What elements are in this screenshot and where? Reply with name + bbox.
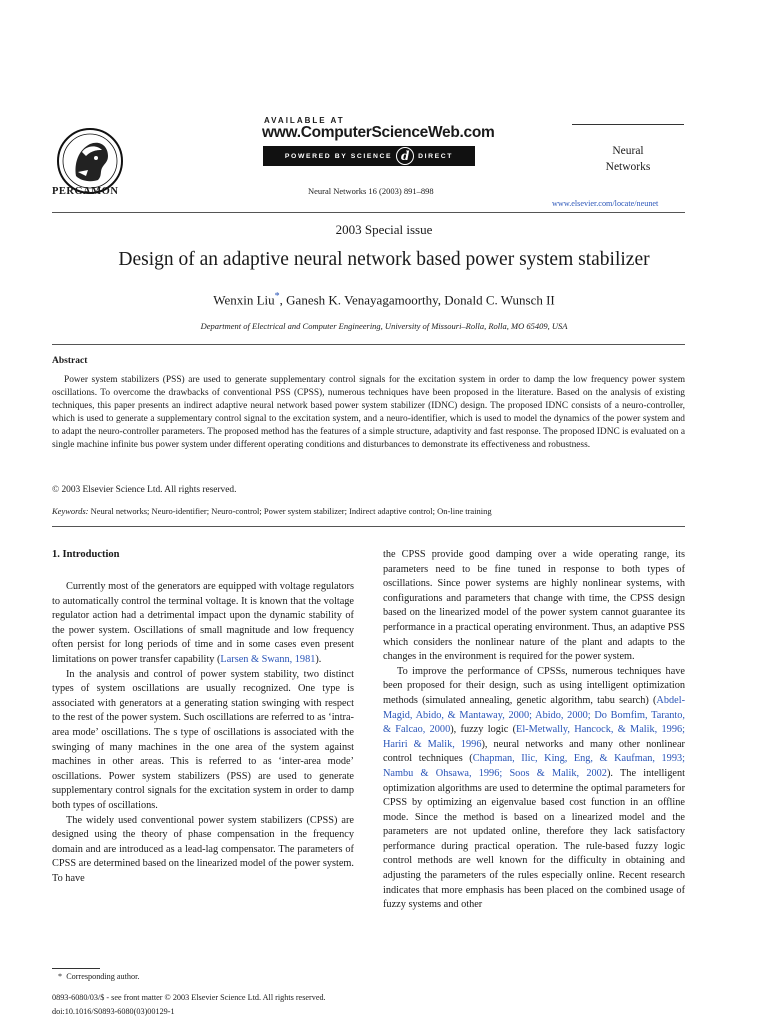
paragraph: The widely used conventional power system stabilizers (CPSS) are designed using the theory of phase compensation in the frequency domain and are introduced as a lead-lag compensator. The parameters of CPSS are determined based on the linearized model of the power system. To have (52, 814, 354, 884)
paragraph-text: ), neural networks and many other nonlinear control techniques ( (383, 738, 685, 765)
citation-link[interactable]: Chapman, Ilic, King, Eng, & Kaufman, 1993; Nambu & Ohsawa, 1996; Soos & Malik, 2002 (383, 753, 685, 779)
paragraph-text: ), fuzzy logic ( (450, 724, 517, 736)
sciencedirect-logo-icon: d (396, 147, 414, 165)
journal-url-link[interactable]: www.elsevier.com/locate/neunet (552, 199, 659, 208)
left-column (52, 580, 354, 886)
footnote-mark: * (58, 972, 63, 981)
author-rest: , Ganesh K. Venayagamoorthy, Donald C. Wunsch II (279, 292, 555, 308)
paragraph-text: To improve the performance of CPSSs, numerous techniques have been proposed for their design, such as using intelligent optimization methods (simulated annealing, genetic algorithm, tabu search) ( (383, 665, 685, 706)
available-at-label: AVAILABLE AT (264, 116, 345, 125)
article-title: Design of an adaptive neural network based power system stabilizer (118, 249, 650, 270)
keywords (52, 506, 685, 516)
abstract-text: Power system stabilizers (PSS) are used to generate supplementary control signals for the excitation system in order to damp the low frequency power system oscillations. To overcome the drawbacks of conventional PSS (CPSS), numerous techniques have been proposed in the literature. Based on the analysis of existing techniques, this paper presents an indirect adaptive neural network based power system stabilizer (IDNC) design. The proposed IDNC consists of a neuro-controller, which is used to generate a supplementary control signal to the excitation system, and a neuro-identifier, which is used to model the dynamics of the power system and to adapt the neuro-controller parameters. The proposed method has the features of a simple structure, adaptivity and fast response. The proposed IDNC is evaluated on a single machine infinite bus power system under different operating conditions and disturbances to demonstrate its effectiveness and robustness. (52, 375, 685, 451)
abstract-heading: Abstract (52, 356, 88, 366)
section-heading-introduction: 1. Introduction (52, 549, 120, 560)
paragraph (52, 580, 354, 668)
keywords-label: Keywords: (52, 506, 89, 516)
abstract-copyright: © 2003 Elsevier Science Ltd. All rights reserved. (52, 485, 237, 495)
paragraph-text: ). (315, 653, 322, 665)
paragraph-text: ). The intelligent optimization algorithms are used to determine the optimal parameters for CPSS by optimizing an eigenvalue based cost function in an offline mode. Since the method is based on a linearized model and the parameters are not updated online, therefore they lack satisfactory performance during practical operation. The rule-based fuzzy logic control methods are well known for the difficulty in obtaining and adjusting the parameters of the rules especially online. Recent research indicates that more emphasis has been placed on the combined usage of fuzzy systems and other (383, 767, 685, 911)
section-type: 2003 Special issue (335, 222, 433, 237)
abstract-top-divider (52, 344, 685, 345)
sciencedirect-banner[interactable] (263, 146, 475, 166)
citation-link[interactable]: Larsen & Swann, 1981 (220, 653, 316, 665)
publisher-name: PERGAMON (52, 186, 119, 197)
citation-link[interactable]: El-Metwally, Hancock, & Malik, 1996; Hariri & Malik, 1996 (383, 724, 685, 750)
footnote-rule (52, 968, 100, 969)
direct-label: DIRECT (418, 152, 454, 160)
paragraph-text: Currently most of the generators are equipped with voltage regulators to automatically control the terminal voltage. It is known that the voltage regulator action had a detrimental impact upon the dynamic stability of the power system. Oscillations of small magnitude and low frequency often persist for long periods of time and in some cases even present limitations on power transfer capability ( (52, 581, 354, 665)
abstract-bottom-divider (52, 526, 685, 527)
journal-citation: Neural Networks 16 (2003) 891–898 (308, 186, 434, 196)
keywords-list: Neural networks; Neuro-identifier; Neuro-control; Power system stabilizer; Indirect adaptive control; On-line training (88, 506, 492, 516)
doi-line: doi:10.1016/S0893-6080(03)00129-1 (52, 1007, 175, 1016)
journal-name (572, 143, 684, 175)
affiliation: Department of Electrical and Computer Engineering, University of Missouri–Rolla, Rolla, MO 65409, USA (200, 321, 568, 331)
right-column (383, 548, 685, 913)
author-list (0, 291, 768, 308)
issn-line: 0893-6080/03/$ - see front matter © 2003 Elsevier Science Ltd. All rights reserved. (52, 993, 326, 1002)
author-first: Wenxin Liu (213, 292, 275, 308)
paragraph: In the analysis and control of power system stability, two distinct types of system oscillations are usually recognized. One type is associated with generators at a generating station swinging with respect to the rest of the power system. Such oscillations are referred to as ‘intra-area mode’ oscillations. The s type of oscillations is associated with the swinging of many machines in the one area of the system against machines in other areas. This is referred to as ‘inter-area mode’ oscillations. Power system stabilizers (PSS) are used to generate supplementary control signals for the excitation system in order to damp both types of oscillations. (52, 668, 354, 811)
paragraph: the CPSS provide good damping over a wide operating range, its parameters need to be fine tuned in response to both types of oscillations. Since power systems are highly nonlinear systems, with configurations and parameters that change with time, the CPSS design based on the linearized model of the power system cannot guarantee its performance in a practical operating environment. Thus, an adaptive PSS which considers the nonlinear nature of the plant and adapts to the changes in the environment is required for the power system. (383, 549, 685, 663)
journal-top-rule (572, 124, 684, 125)
footnote-text: Corresponding author. (66, 972, 140, 981)
journal-name-line-1: Neural (612, 145, 644, 157)
corresponding-author-link[interactable]: * (274, 291, 280, 302)
header-divider (52, 212, 685, 213)
footnote (58, 972, 139, 981)
journal-name-line-2: Networks (605, 161, 651, 173)
powered-by-label: POWERED BY SCIENCE (284, 152, 393, 160)
citation-link[interactable]: Abdel-Magid, Abido, & Mantaway, 2000; Abido, 2000; Do Bomfim, Taranto, & Falcao, 2000 (383, 694, 685, 736)
website-link[interactable]: www.ComputerScienceWeb.com (262, 124, 495, 141)
paragraph (383, 665, 685, 913)
